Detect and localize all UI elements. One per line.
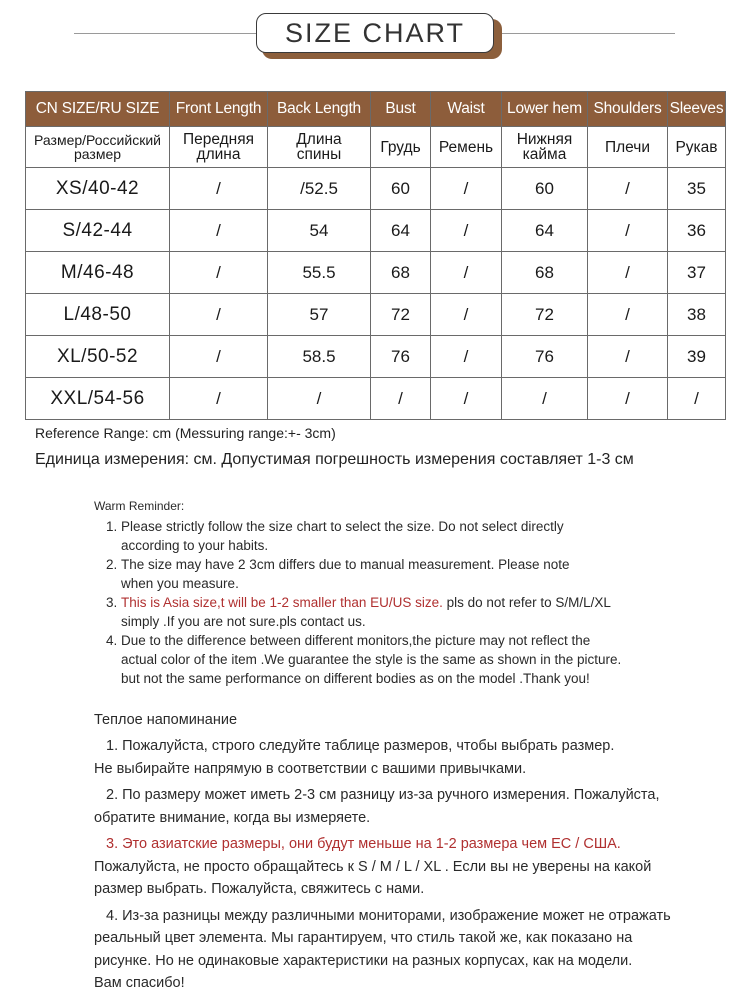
column-header-ru-line: размер <box>73 146 122 162</box>
column-header: Back Length <box>268 92 371 127</box>
measurement-cell: / <box>431 378 502 420</box>
measurement-cell: / <box>588 336 668 378</box>
reminder-item <box>94 631 714 688</box>
reminder-line: The size may have 2 3cm differs due to manual measurement. Please note <box>121 557 570 572</box>
reminder-ru-item <box>94 905 734 995</box>
measurement-cell: 39 <box>668 336 726 378</box>
measurement-cell: 76 <box>502 336 588 378</box>
measurement-cell: / <box>431 336 502 378</box>
table-row <box>26 378 726 420</box>
title-divider-right <box>494 33 675 34</box>
table-row <box>26 210 726 252</box>
column-header-ru-line: Рукав <box>675 138 718 156</box>
reminder-line: according to your habits. <box>121 538 269 553</box>
column-header-ru <box>268 127 371 168</box>
measurement-cell: 68 <box>371 252 431 294</box>
column-header-ru-line: Плечи <box>604 138 651 156</box>
reference-range-ru: Единица измерения: см. Допустимая погрешность измерения составляет 1-3 см <box>35 451 634 468</box>
reminder-ru-warning-text: 3. Это азиатские размеры, они будут меньше на 1-2 размера чем ЕС / США. <box>106 836 621 852</box>
measurement-cell: / <box>588 168 668 210</box>
reminder-item <box>94 517 714 555</box>
warm-reminder-en <box>94 499 714 688</box>
measurement-cell: 64 <box>371 210 431 252</box>
measurement-cell: / <box>588 378 668 420</box>
column-header-ru-line: кайма <box>522 146 567 163</box>
column-header-ru <box>668 127 726 168</box>
measurement-cell: 58.5 <box>268 336 371 378</box>
column-header-ru-line: Ремень <box>438 138 494 156</box>
reminder-line: when you measure. <box>121 576 239 591</box>
reminder-ru-line: Не выбирайте напрямую в соответствии с вашими привычками. <box>94 760 527 777</box>
column-header-ru-line: Длина <box>296 131 342 148</box>
title-divider-left <box>74 33 256 34</box>
size-cell: XL/50-52 <box>26 336 170 378</box>
warm-reminder-ru <box>94 710 734 995</box>
measurement-cell: / <box>431 294 502 336</box>
size-cell: M/46-48 <box>26 252 170 294</box>
reminder-ru-item <box>94 784 734 829</box>
table-row <box>26 168 726 210</box>
column-header-ru <box>588 127 668 168</box>
reminder-line: simply .If you are not sure.pls contact us. <box>121 614 366 629</box>
column-header-ru <box>502 127 588 168</box>
reminder-ru-item <box>94 735 734 780</box>
column-header-ru <box>431 127 502 168</box>
reminder-ru-line: 1. Пожалуйста, строго следуйте таблице размеров, чтобы выбрать размер. <box>106 738 615 754</box>
measurement-cell: 38 <box>668 294 726 336</box>
column-header: Lower hem <box>502 92 588 127</box>
page-title: SIZE CHART <box>256 13 494 53</box>
measurement-cell: / <box>431 252 502 294</box>
column-header: Bust <box>371 92 431 127</box>
size-cell: XXL/54-56 <box>26 378 170 420</box>
measurement-cell: / <box>170 168 268 210</box>
measurement-cell: 64 <box>502 210 588 252</box>
table-row <box>26 294 726 336</box>
measurement-cell: 72 <box>371 294 431 336</box>
measurement-cell: / <box>668 378 726 420</box>
measurement-cell: / <box>170 294 268 336</box>
reminder-line: Due to the difference between different monitors,the picture may not reflect the <box>121 633 591 648</box>
measurement-cell: 72 <box>502 294 588 336</box>
reminder-ru-item <box>94 833 734 901</box>
measurement-cell: / <box>502 378 588 420</box>
column-header-ru <box>170 127 268 168</box>
column-header-ru-line: спины <box>296 146 342 163</box>
measurement-cell: 76 <box>371 336 431 378</box>
reminder-item-number: 3. <box>106 595 118 610</box>
measurement-cell: 60 <box>371 168 431 210</box>
warm-reminder-ru-heading: Теплое напоминание <box>94 712 238 728</box>
measurement-cell: 37 <box>668 252 726 294</box>
reminder-ru-line: обратите внимание, когда вы измеряете. <box>94 809 371 826</box>
reminder-line: Please strictly follow the size chart to select the size. Do not select directly <box>121 519 564 534</box>
column-header-ru-line: длина <box>196 146 241 163</box>
measurement-cell: / <box>588 210 668 252</box>
table-row <box>26 336 726 378</box>
measurement-cell: / <box>371 378 431 420</box>
measurement-cell: 54 <box>268 210 371 252</box>
reference-range-en: Reference Range: cm (Messuring range:+- 3cm) <box>35 425 336 441</box>
reminder-item-number: 2. <box>106 557 118 572</box>
measurement-cell: / <box>431 168 502 210</box>
reminder-item-number: 4. <box>106 633 118 648</box>
measurement-cell: / <box>170 210 268 252</box>
reminder-item <box>94 555 714 593</box>
reminder-ru-line: реальный цвет элемента. Мы гарантируем, что стиль такой же, как показано на <box>94 930 633 946</box>
measurement-cell: / <box>170 378 268 420</box>
column-header-ru-line: Нижняя <box>516 131 573 148</box>
measurement-cell: 55.5 <box>268 252 371 294</box>
size-cell: XS/40-42 <box>26 168 170 210</box>
title-banner <box>0 0 750 80</box>
measurement-cell: / <box>170 336 268 378</box>
measurement-cell: 60 <box>502 168 588 210</box>
reminder-item <box>94 593 714 631</box>
reminder-line: but not the same performance on different bodies as on the model .Thank you! <box>121 671 590 686</box>
header-row-ru <box>26 127 726 168</box>
column-header: CN SIZE/RU SIZE <box>26 92 170 127</box>
column-header: Front Length <box>170 92 268 127</box>
measurement-cell: 36 <box>668 210 726 252</box>
column-header-ru <box>371 127 431 168</box>
column-header: Shoulders <box>588 92 668 127</box>
reminder-ru-line: Пожалуйста, не просто обращайтесь к S / M / L / XL . Если вы не уверены на какой <box>94 858 652 875</box>
size-cell: L/48-50 <box>26 294 170 336</box>
measurement-cell: / <box>588 252 668 294</box>
reminder-item-number: 1. <box>106 519 118 534</box>
column-header-ru <box>26 127 170 168</box>
size-table <box>25 91 726 420</box>
header-row-en <box>26 92 726 127</box>
warm-reminder-heading: Warm Reminder: <box>94 499 185 513</box>
reminder-ru-line: рисунке. Но не одинаковые характеристики на разных корпусах, как на модели. <box>94 952 633 969</box>
reminder-ru-line: 4. Из-за разницы между различными мониторами, изображение может не отражать <box>106 907 671 924</box>
column-header-ru-line: Передняя <box>182 131 255 148</box>
measurement-cell: / <box>268 378 371 420</box>
measurement-cell: /52.5 <box>268 168 371 210</box>
table-row <box>26 252 726 294</box>
reminder-line <box>121 593 714 612</box>
measurement-cell: / <box>431 210 502 252</box>
measurement-cell: 68 <box>502 252 588 294</box>
reminder-warning-text: This is Asia size,t will be 1-2 smaller than EU/US size. <box>121 595 443 610</box>
column-header-ru-line: Размер/Российский <box>34 132 161 148</box>
column-header: Waist <box>431 92 502 127</box>
reminder-ru-line: 2. По размеру может иметь 2-3 см разницу из-за ручного измерения. Пожалуйста, <box>106 787 660 803</box>
column-header: Sleeves <box>668 92 726 127</box>
size-cell: S/42-44 <box>26 210 170 252</box>
measurement-cell: / <box>170 252 268 294</box>
measurement-cell: 35 <box>668 168 726 210</box>
reminder-text: pls do not refer to S/M/L/XL <box>442 595 611 610</box>
reminder-ru-line: размер выбрать. Пожалуйста, свяжитесь с нами. <box>94 881 425 897</box>
reminder-line: actual color of the item .We guarantee the style is the same as shown in the picture. <box>121 652 622 667</box>
column-header-ru-line: Грудь <box>380 138 421 156</box>
reminder-ru-line: Вам спасибо! <box>94 975 185 991</box>
measurement-cell: / <box>588 294 668 336</box>
measurement-cell: 57 <box>268 294 371 336</box>
